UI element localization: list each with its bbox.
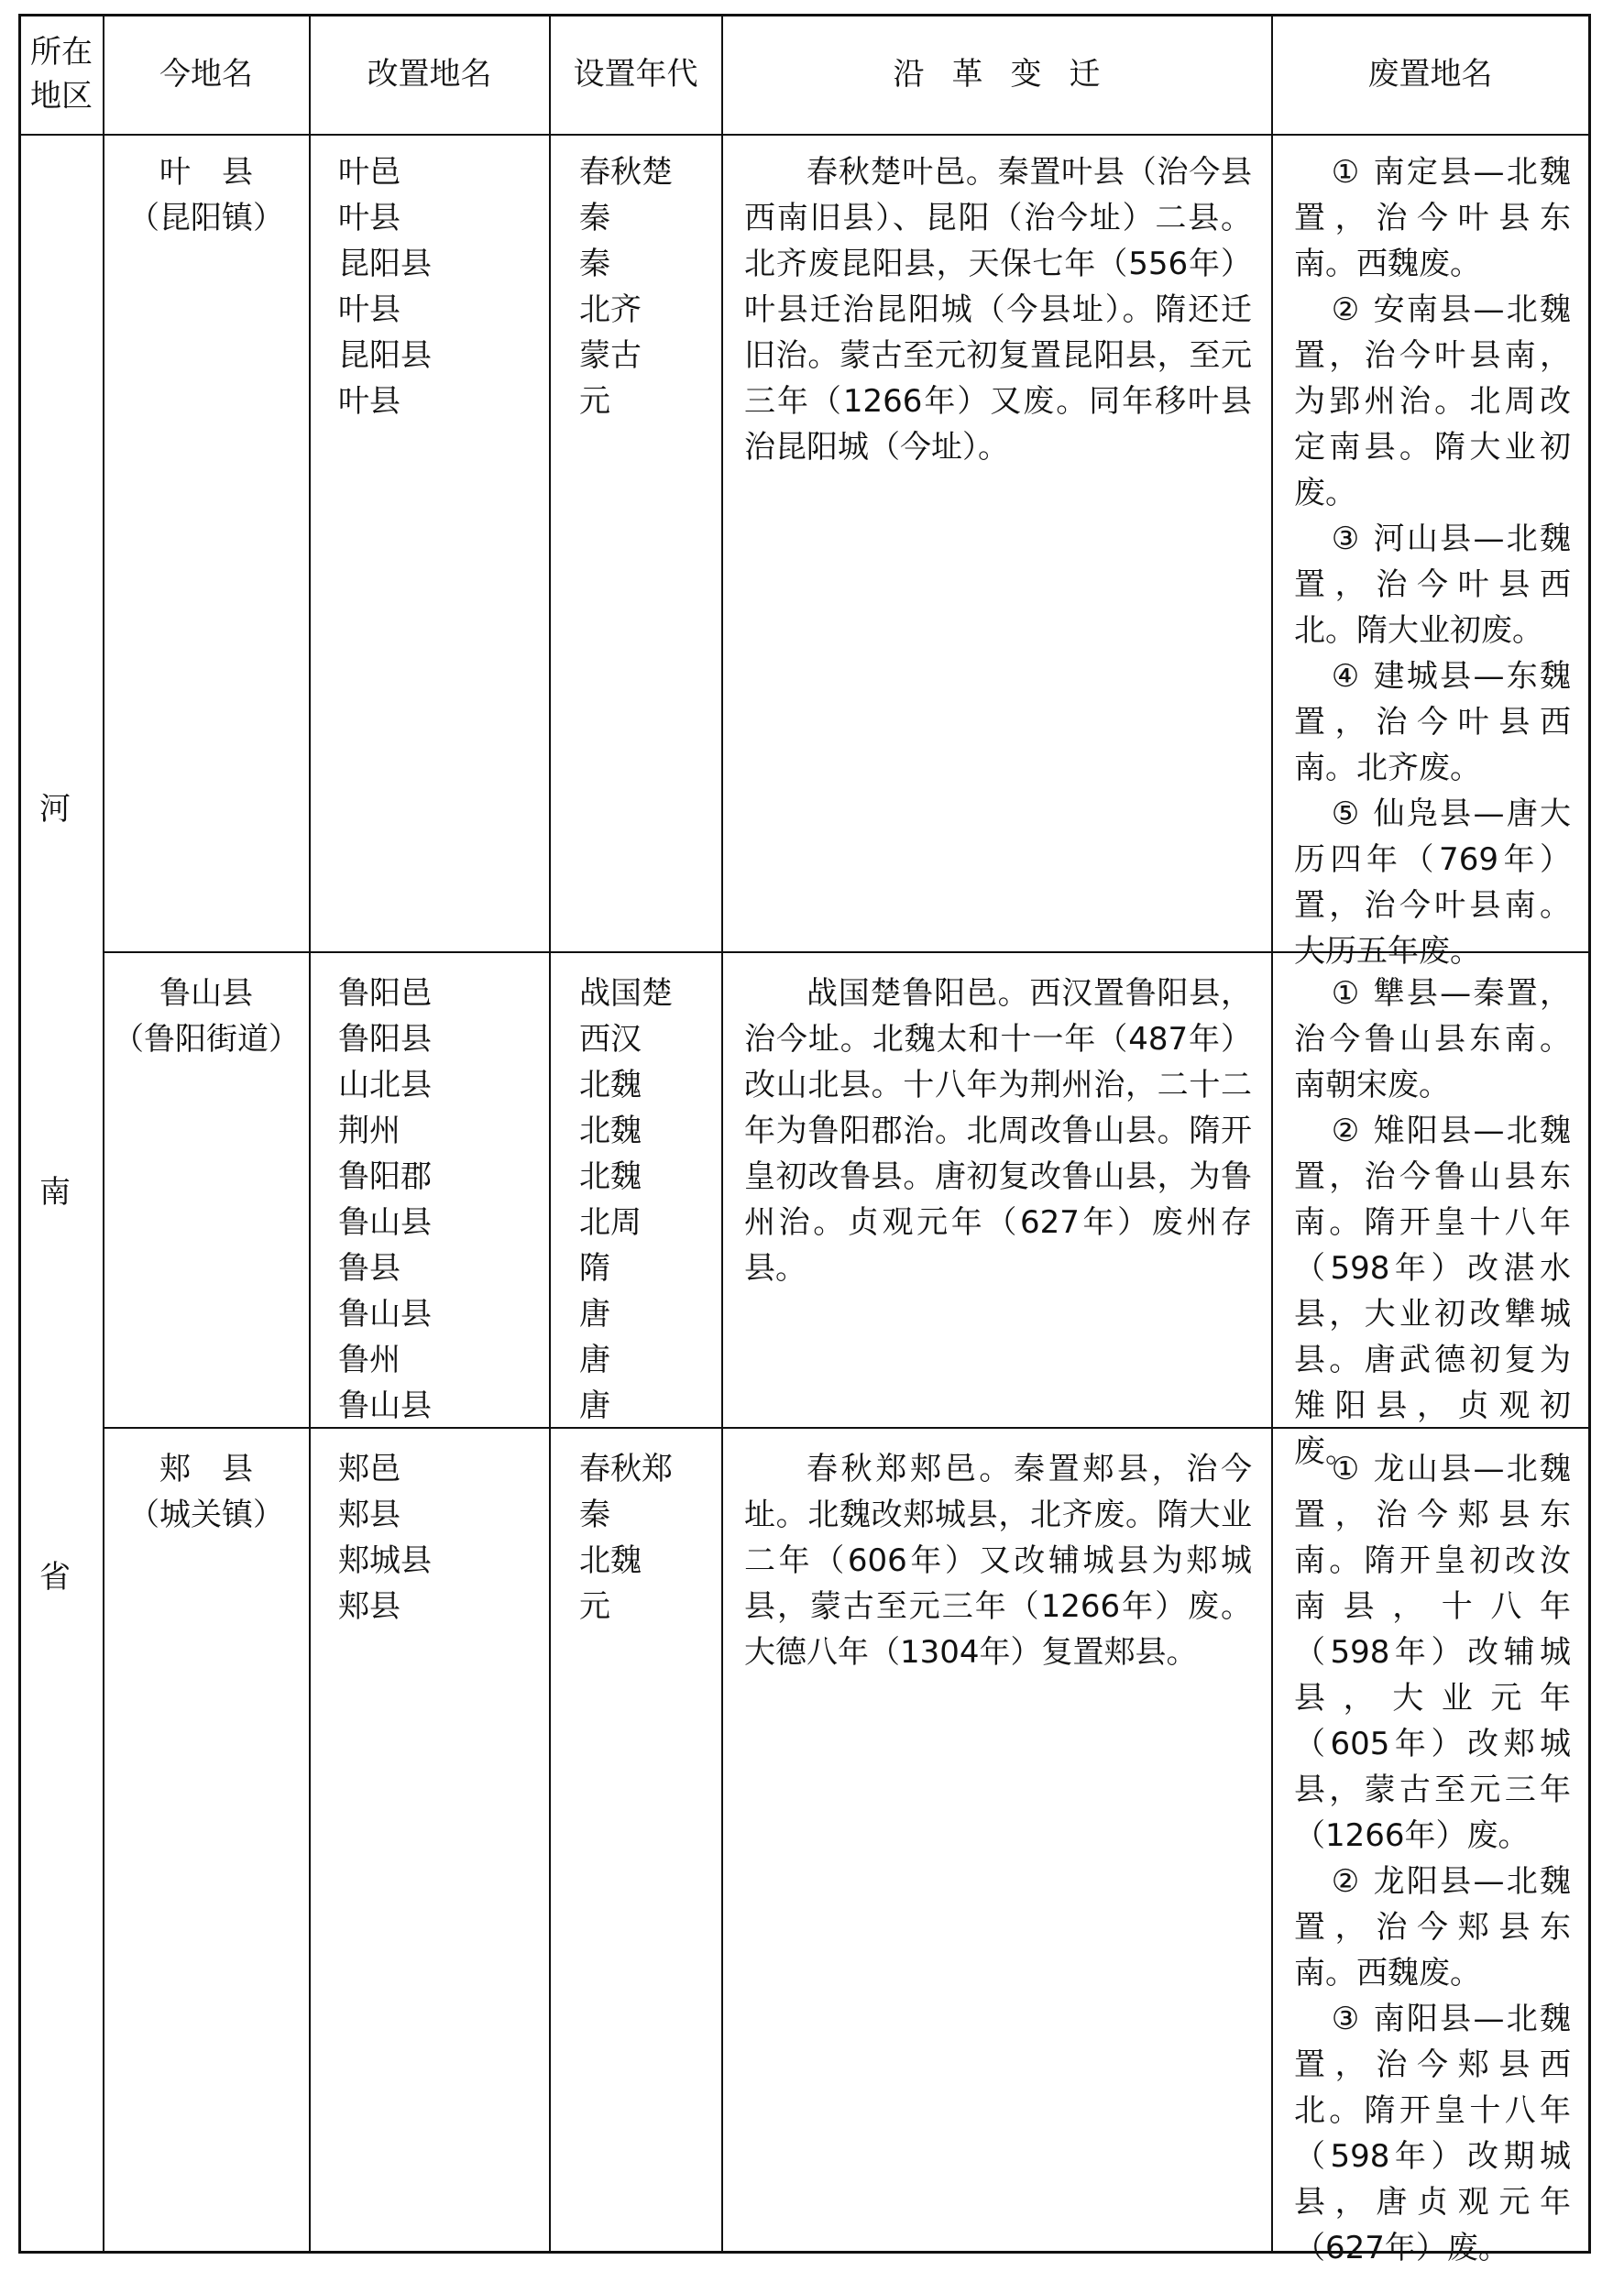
history-text: 春秋楚叶邑。秦置叶县（治今县西南旧县）、昆阳（治今址）二县。北齐废昆阳县，天保七年（556年）叶县迁治昆阳城（今县址）。隋还迁旧治。蒙古至元初复置昆阳县，至元三年（1266年）又废。同年移叶县治昆阳城（今址）。 [744,154,1252,466]
list-item: 郏县 [338,1497,401,1533]
row1-changed-list [338,149,540,424]
list-item: 元 [579,383,610,420]
row2-abolished [1294,971,1571,1475]
row2-changed-list [338,971,540,1429]
header-region-text: 所在地区 [30,34,93,115]
row1-period-list [579,149,717,424]
row3-current-name [104,1446,308,1538]
list-item: 昆阳县 [338,246,432,282]
abolished-item: ② 安南县—北魏置，治今叶县南，为郢州治。北周改定南县。隋大业初废。 [1294,291,1571,511]
history-table [18,14,1591,2266]
list-item: 鲁阳邑 [338,975,432,1012]
list-item: 唐 [579,1296,610,1333]
abolished-item: ③ 南阳县—北魏置，治今郏县西北。隋开皇十八年（598年）改期城县，唐贞观元年（627年）废。 [1294,2001,1571,2266]
row1-abolished [1294,149,1571,974]
col-divider-5 [1271,14,1273,2254]
abolished-item: ④ 建城县—东魏置，治今叶县西南。北齐废。 [1294,658,1571,786]
row2-current-name [104,971,308,1062]
current-name-main: 叶 县 [159,154,253,191]
current-name-main: 郏 县 [159,1451,253,1487]
list-item: 鲁山县 [338,1388,432,1424]
list-item: 山北县 [338,1067,432,1103]
col-divider-4 [721,14,723,2254]
list-item: 秦 [579,1497,610,1533]
abolished-item: ② 雉阳县—北魏置，治今鲁山县东南。隋开皇十八年（598年）改湛水县，大业初改犨城县。唐武德初复为雉阳县，贞观初废。 [1294,1113,1571,1470]
list-item: 蒙古 [579,337,642,374]
list-item: 叶邑 [338,154,401,191]
row2-period-list [579,971,717,1429]
list-item: 叶县 [338,200,401,236]
list-item: 战国楚 [579,975,673,1012]
list-item: 昆阳县 [338,337,432,374]
list-item: 北魏 [579,1542,642,1579]
list-item: 北周 [579,1204,642,1241]
col-divider-3 [549,14,551,2254]
abolished-item: ① 南定县—北魏置，治今叶县东南。西魏废。 [1294,154,1571,282]
abolished-item: ③ 河山县—北魏置，治今叶县西北。隋大业初废。 [1294,521,1571,649]
list-item: 鲁山县 [338,1204,432,1241]
region-char-3: 省 [39,1559,71,1596]
list-item: 鲁阳县 [338,1021,432,1058]
region-char-2: 南 [39,1174,71,1211]
list-item: 郏城县 [338,1542,432,1579]
row2-history [744,971,1252,1291]
region-char-1: 河 [39,791,71,828]
row3-changed-list [338,1446,540,1629]
list-item: 北魏 [579,1067,642,1103]
row3-abolished [1294,1446,1571,2271]
table-left-border [18,14,21,2254]
row1-history [744,149,1252,470]
abolished-item: ① 龙山县—北魏置，治今郏县东南。隋开皇初改汝南县，十八年（598年）改辅城县，大业元年（605年）改郏城县，蒙古至元三年（1266年）废。 [1294,1451,1571,1854]
header-divider [18,134,1591,136]
list-item: 叶县 [338,383,401,420]
header-current-name: 今地名 [159,56,253,93]
list-item: 元 [579,1588,610,1625]
list-item: 春秋郑 [579,1451,673,1487]
list-item: 鲁山县 [338,1296,432,1333]
current-name-main: 鲁山县 [159,975,253,1012]
header-history: 沿革变迁 [893,56,1128,93]
list-item: 春秋楚 [579,154,673,191]
history-text: 战国楚鲁阳邑。西汉置鲁阳县，治今址。北魏太和十一年（487年）改山北县。十八年为荆州治，二十二年为鲁阳郡治。北周改鲁山县。隋开皇初改鲁县。唐初复改鲁山县，为鲁州治。贞观元年（627年）废州存县。 [744,975,1252,1287]
list-item: 秦 [579,246,610,282]
list-item: 西汉 [579,1021,642,1058]
row3-history [744,1446,1252,1675]
current-name-sub: （昆阳镇） [128,200,284,236]
abolished-item: ① 犨县—秦置，治今鲁山县东南。南朝宋废。 [1294,975,1571,1103]
list-item: 鲁阳郡 [338,1158,432,1195]
current-name-sub: （城关镇） [128,1497,284,1533]
header-changed-names: 改置地名 [367,56,492,93]
col-divider-2 [309,14,311,2254]
list-item: 鲁州 [338,1342,401,1378]
list-item: 北魏 [579,1113,642,1149]
header-abolished: 废置地名 [1367,56,1493,93]
list-item: 唐 [579,1388,610,1424]
abolished-item: ⑤ 仙凫县—唐大历四年（769年）置，治今叶县南。大历五年废。 [1294,795,1571,970]
list-item: 郏邑 [338,1451,401,1487]
row1-current-name [104,149,308,241]
abolished-item: ② 龙阳县—北魏置，治今郏县东南。西魏废。 [1294,1863,1571,1991]
table-right-border [1588,14,1591,2254]
list-item: 秦 [579,200,610,236]
current-name-sub: （鲁阳街道） [113,1021,300,1058]
list-item: 叶县 [338,291,401,328]
list-item: 郏县 [338,1588,401,1625]
list-item: 隋 [579,1250,610,1287]
header-region [22,16,101,133]
col-divider-1 [103,14,104,2254]
header-established: 设置年代 [573,56,698,93]
row3-period-list [579,1446,717,1629]
list-item: 唐 [579,1342,610,1378]
history-text: 春秋郑郏邑。秦置郏县，治今址。北魏改郏城县，北齐废。隋大业二年（606年）又改辅城县为郏城县，蒙古至元三年（1266年）废。大德八年（1304年）复置郏县。 [744,1451,1252,1671]
list-item: 荆州 [338,1113,401,1149]
list-item: 北齐 [579,291,642,328]
list-item: 北魏 [579,1158,642,1195]
list-item: 鲁县 [338,1250,401,1287]
